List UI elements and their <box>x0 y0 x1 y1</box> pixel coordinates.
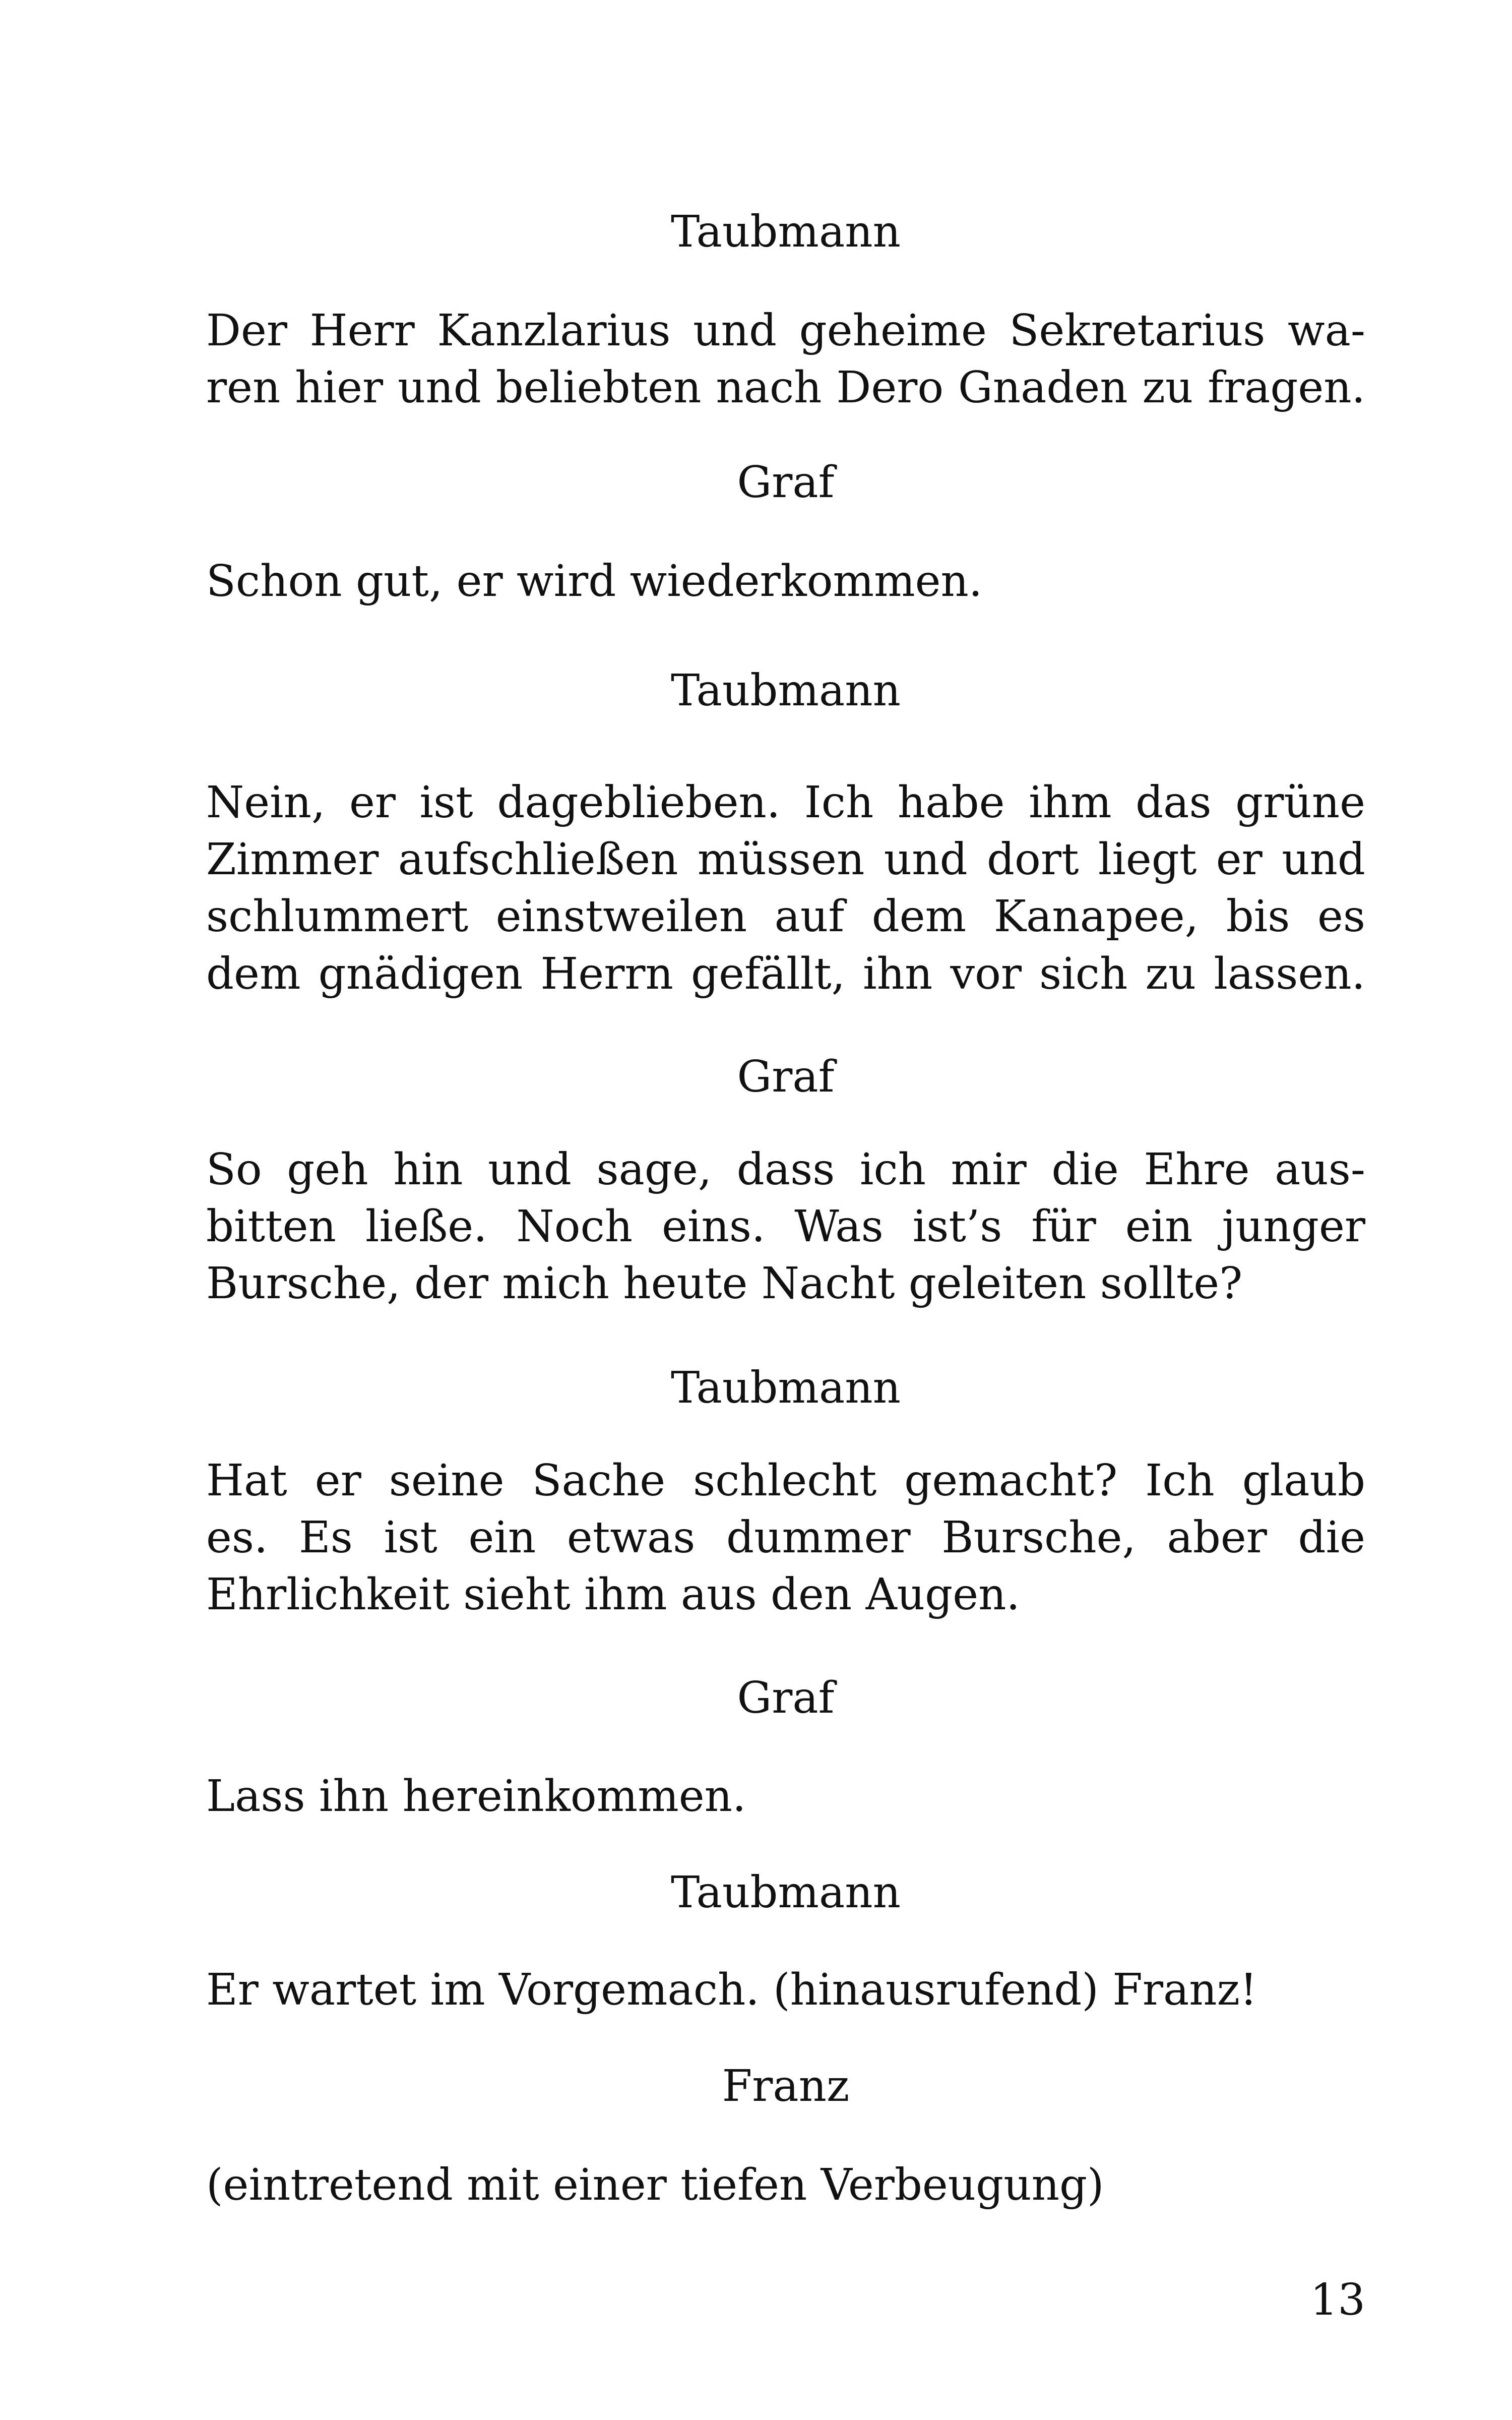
dialogue-line: dem gnädigen Herrn gefällt, ihn vor sich zu lassen. <box>206 949 1365 999</box>
dialogue-line: es. Es ist ein etwas dummer Bursche, aber die <box>206 1512 1365 1563</box>
speaker-name: Taubmann <box>671 1363 901 1413</box>
speaker-name: Graf <box>737 1673 835 1723</box>
dialogue-line: (eintretend mit einer tiefen Verbeugung) <box>206 2160 1104 2210</box>
dialogue-line: Zimmer aufschließen müssen und dort liegt er und <box>206 834 1365 885</box>
dialogue-line: So geh hin und sage, dass ich mir die Ehre aus- <box>206 1144 1365 1195</box>
dialogue-line: bitten ließe. Noch eins. Was ist’s für ein junger <box>206 1201 1365 1252</box>
dialogue-line: ren hier und beliebten nach Dero Gnaden zu fragen. <box>206 362 1365 413</box>
dialogue-line: Er wartet im Vorgemach. (hinausrufend) Franz! <box>206 1965 1257 2015</box>
dialogue-line: Schon gut, er wird wiederkommen. <box>206 556 983 607</box>
dialogue-line: Hat er seine Sache schlecht gemacht? Ich glaub <box>206 1456 1365 1506</box>
dialogue-line: schlummert einstweilen auf dem Kanapee, bis es <box>206 891 1365 942</box>
speaker-name: Taubmann <box>671 1867 901 1918</box>
dialogue-line: Der Herr Kanzlarius und geheime Sekretarius wa- <box>206 306 1365 356</box>
speaker-name: Graf <box>737 1052 835 1102</box>
speaker-name: Taubmann <box>671 666 901 716</box>
speaker-name: Franz <box>722 2061 850 2111</box>
dialogue-line: Bursche, der mich heute Nacht geleiten sollte? <box>206 1258 1243 1309</box>
dialogue-line: Nein, er ist dageblieben. Ich habe ihm das grüne <box>206 777 1365 828</box>
speaker-name: Graf <box>737 457 835 508</box>
book-page <box>206 0 1365 2420</box>
speaker-name: Taubmann <box>671 207 901 257</box>
page-number: 13 <box>1310 2275 1365 2325</box>
dialogue-line: Lass ihn hereinkommen. <box>206 1771 746 1822</box>
dialogue-line: Ehrlichkeit sieht ihm aus den Augen. <box>206 1569 1020 1620</box>
